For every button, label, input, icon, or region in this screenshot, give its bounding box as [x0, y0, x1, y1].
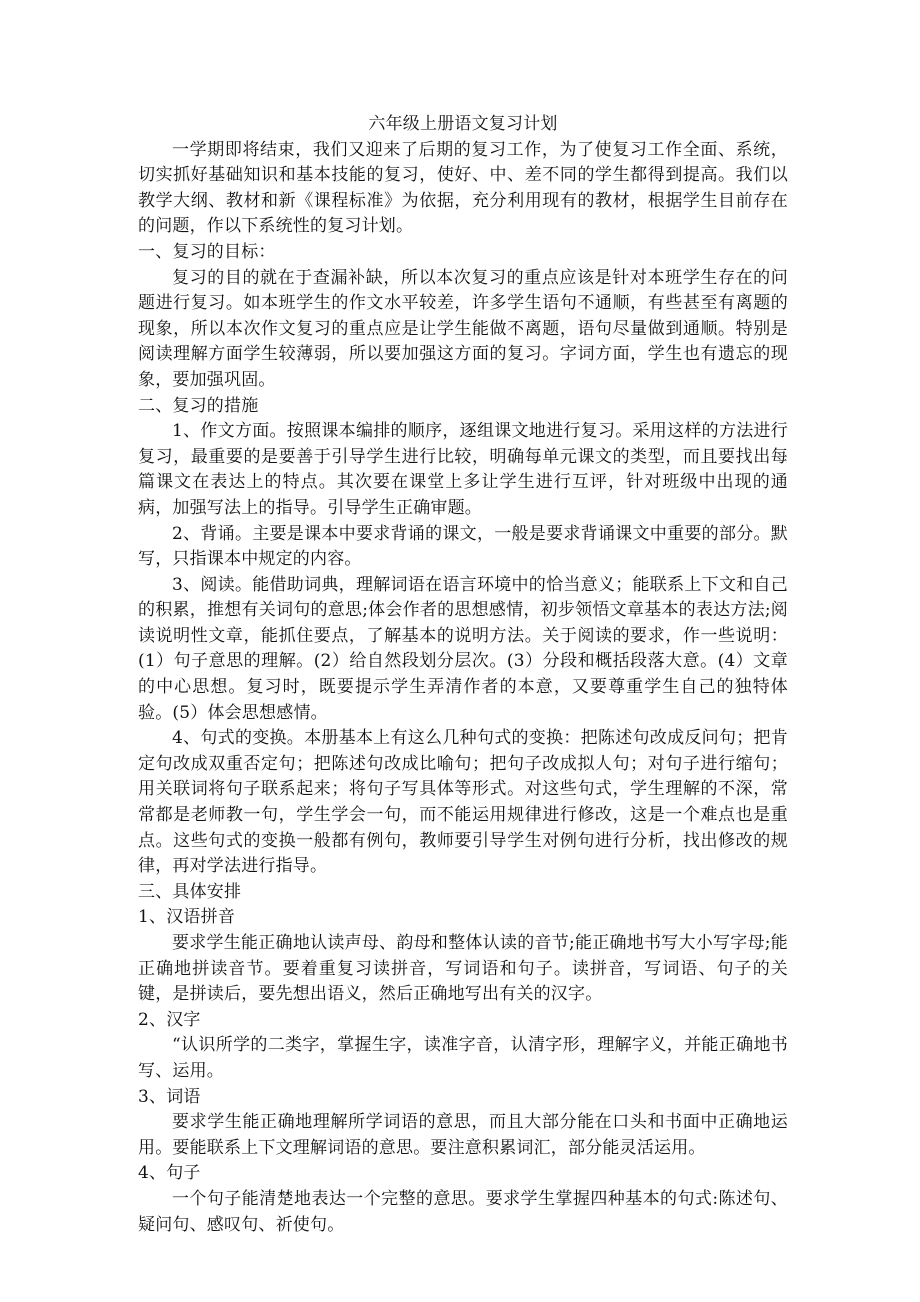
intro-paragraph: 一学期即将结束，我们又迎来了后期的复习工作，为了使复习工作全面、系统，切实抓好基础知识和基本技能的复习，使好、中、差不同的学生都得到提高。我们以教学大纲、教材和新《课程标准》为依据，充分利用现有的教材，根据学生目前存在的问题，作以下系统性的复习计划。 — [138, 139, 788, 237]
measures-paragraph-sentences: 4、句式的变换。本册基本上有这么几种句式的变换：把陈述句改成反问句；把肯定句改成双重否定句；把陈述句改成比喻句；把句子改成拟人句；对句子进行缩句；用关联词将句子联系起来；将句子写具体等形式。对这些句式，学生理解的不深，常常都是老师教一句，学生学会一句，而不能运用规律进行修改，这是一个难点也是重点。这些句式的变换一般都有例句，教师要引导学生对例句进行分析，找出修改的规律，再对学法进行指导。 — [138, 728, 788, 877]
item-paragraph-sentences: 一个句子能清楚地表达一个完整的意思。要求学生掌握四种基本的句式:陈述句、疑问句、感叹句、祈使句。 — [138, 1188, 788, 1235]
document-body — [138, 112, 788, 1238]
item-heading-characters: 2、汉字 — [138, 1009, 201, 1030]
measures-paragraph-reading: 3、阅读。能借助词典，理解词语在语言环境中的恰当意义；能联系上下文和自己的积累，推想有关词句的意思;体会作者的思想感情，初步领悟文章基本的表达方法;阅读说明性文章，能抓住要点，了解基本的说明方法。关于阅读的要求，作一些说明：(1）句子意思的理解。(2）给自然段划分层次。(3）分段和概括段落大意。(4）文章的中心思想。复习时，既要提示学生弄清作者的本意，又要尊重学生自己的独特体验。(5）体会思想感情。 — [138, 574, 788, 723]
measures-paragraph-composition: 1、作文方面。按照课本编排的顺序，逐组课文地进行复习。采用这样的方法进行复习，最重要的是要善于引导学生进行比较，明确每单元课文的类型，而且要找出每篇课文在表达上的特点。其次要在课堂上多让学生进行互评，针对班级中出现的通病，加强写法上的指导。引导学生正确审题。 — [138, 421, 788, 518]
measures-paragraph-recitation: 2、背诵。主要是课本中要求背诵的课文，一般是要求背诵课文中重要的部分。默写，只指课本中规定的内容。 — [138, 523, 788, 570]
item-paragraph-pinyin: 要求学生能正确地认读声母、韵母和整体认读的音节;能正确地书写大小写字母;能正确地拼读音节。要着重复习读拼音，写词语和句子。读拼音，写词语、句子的关键，是拼读后，要先想出语义，然后正确地写出有关的汉字。 — [138, 933, 788, 1005]
document-title: 六年级上册语文复习计划 — [368, 114, 558, 134]
goals-paragraph: 复习的目的就在于查漏补缺，所以本次复习的重点应该是针对本班学生存在的问题进行复习。如本班学生的作文水平较差，许多学生语句不通顺，有些甚至有离题的现象，所以本次作文复习的重点应是让学生能做不离题，语句尽量做到通顺。特别是阅读理解方面学生较薄弱，所以要加强这方面的复习。字词方面，学生也有遗忘的现象，要加强巩固。 — [138, 267, 788, 390]
item-paragraph-words: 要求学生能正确地理解所学词语的意思，而且大部分能在口头和书面中正确地运用。要能联系上下文理解词语的意思。要注意积累词汇，部分能灵活运用。 — [138, 1112, 788, 1158]
item-heading-words: 3、词语 — [138, 1086, 201, 1107]
section-heading-arrangement: 三、具体安排 — [138, 881, 242, 902]
item-heading-sentences: 4、句子 — [138, 1163, 201, 1184]
item-paragraph-characters: “认识所学的二类字，掌握生字，读准字音，认清字形，理解字义，并能正确地书写、运用。 — [138, 1035, 788, 1081]
item-heading-pinyin: 1、汉语拼音 — [138, 907, 236, 928]
section-heading-goals: 一、复习的目标： — [138, 241, 276, 262]
section-heading-measures: 二、复习的措施 — [138, 395, 259, 416]
